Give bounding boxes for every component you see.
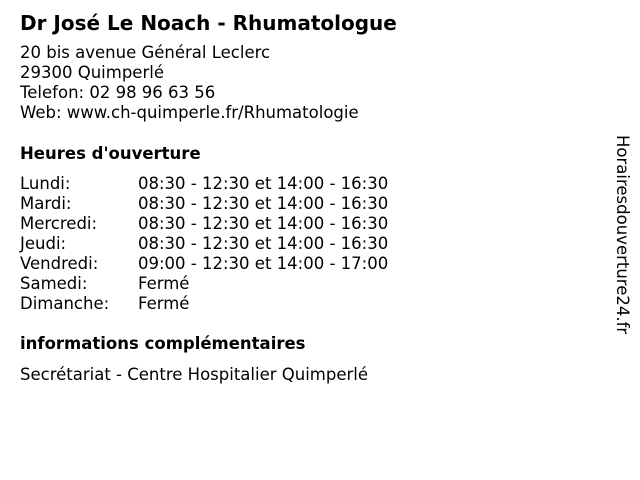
hours-day: Lundi:	[20, 174, 71, 193]
address-street: 20 bis avenue Général Leclerc	[20, 43, 271, 62]
hours-time: 08:30 - 12:30 et 14:00 - 16:30	[138, 174, 389, 193]
hours-time: 08:30 - 12:30 et 14:00 - 16:30	[138, 194, 389, 213]
hours-day: Dimanche:	[20, 294, 110, 313]
hours-day: Vendredi:	[20, 254, 99, 273]
site-watermark: Horairesdouverture24.fr	[613, 135, 632, 335]
hours-time: 09:00 - 12:30 et 14:00 - 17:00	[138, 254, 389, 273]
hours-time: 08:30 - 12:30 et 14:00 - 16:30	[138, 214, 389, 233]
info-text: Secrétariat - Centre Hospitalier Quimperlé	[20, 365, 368, 384]
hours-time: Fermé	[138, 294, 190, 313]
hours-heading: Heures d'ouverture	[20, 144, 201, 163]
hours-day: Jeudi:	[20, 234, 67, 253]
website: Web: www.ch-quimperle.fr/Rhumatologie	[20, 103, 359, 122]
hours-time: Fermé	[138, 274, 190, 293]
hours-day: Samedi:	[20, 274, 88, 293]
hours-day: Mardi:	[20, 194, 72, 213]
hours-time: 08:30 - 12:30 et 14:00 - 16:30	[138, 234, 389, 253]
address-block	[20, 43, 359, 123]
phone-number: Telefon: 02 98 96 63 56	[20, 83, 216, 102]
page-title: Dr José Le Noach - Rhumatologue	[20, 11, 397, 35]
address-city: 29300 Quimperlé	[20, 63, 164, 82]
info-heading: informations complémentaires	[20, 334, 306, 353]
hours-day: Mercredi:	[20, 214, 98, 233]
